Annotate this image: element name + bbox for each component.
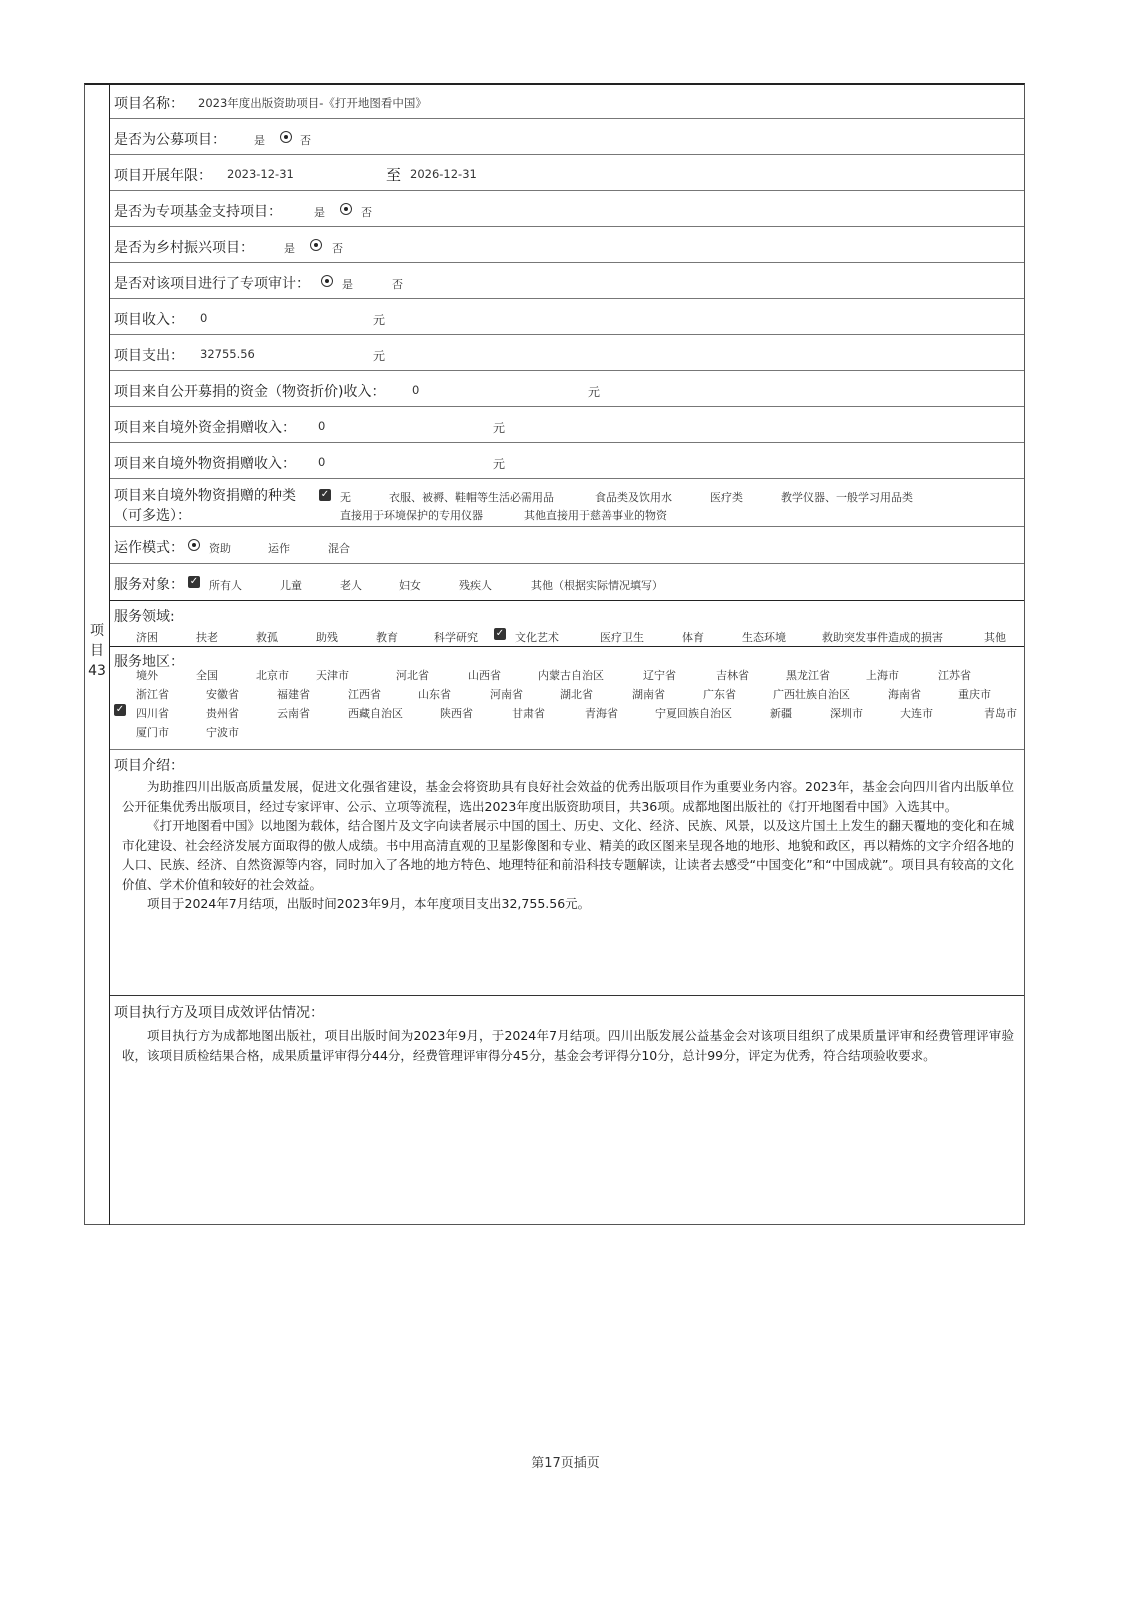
project-number-label: [84, 621, 110, 681]
goods-type-option[interactable]: 其他直接用于慈善事业的物资: [524, 509, 667, 522]
evaluation-text: 项目执行方为成都地图出版社，项目出版时间为2023年9月，于2024年7月结项。四川出版发展公益基金会对该项目组织了成果质量评审和经费管理评审验收，该项目质检结果合格，成果质量评审得分44分，经费管理评审得分45分，基金会考评得分10分，总计99分，评定为优秀，符合结项验收要求。: [122, 1028, 1014, 1063]
service-region-option[interactable]: 青海省: [585, 707, 618, 720]
foreign-goods-income-label: 项目来自境外物资捐赠收入：: [114, 456, 296, 472]
service-field-option[interactable]: 科学研究: [434, 631, 478, 644]
row-service-target: [110, 564, 1024, 601]
expense-label: 项目支出：: [114, 348, 184, 364]
foreign-fund-income-value: 0: [318, 419, 326, 433]
goods-type-option[interactable]: 直接用于环境保护的专用仪器: [340, 509, 483, 522]
service-region-option[interactable]: 甘肃省: [512, 707, 545, 720]
service-region-option[interactable]: 河南省: [490, 688, 523, 701]
introduction-paragraph: 为助推四川出版高质量发展，促进文化强省建设，基金会将资助具有良好社会效益的优秀出版项目作为重要业务内容。2023年，基金会向四川省内出版单位公开征集优秀出版项目，经过专家评审、公示、立项等流程，选出2023年度出版资助项目，共36项。成都地图出版社的《打开地图看中国》入选其中。: [122, 779, 1014, 814]
service-region-option[interactable]: 贵州省: [206, 707, 239, 720]
service-region-option[interactable]: 广东省: [703, 688, 736, 701]
public-donation-income-unit: 元: [588, 385, 601, 399]
row-special-fund: [110, 191, 1024, 227]
service-region-option[interactable]: 宁夏回族自治区: [655, 707, 732, 720]
service-region-option[interactable]: 吉林省: [716, 669, 749, 682]
service-target-label: 服务对象：: [114, 577, 184, 593]
checkbox-checked-icon[interactable]: ✓: [320, 489, 330, 500]
row-service-region: [110, 647, 1024, 750]
introduction-text: [122, 777, 1014, 914]
service-region-option[interactable]: 北京市: [256, 669, 289, 682]
period-to: 至: [386, 166, 402, 184]
foreign-goods-income-unit: 元: [493, 457, 506, 471]
service-region-option[interactable]: 山东省: [418, 688, 451, 701]
operation-mode-label: 运作模式：: [114, 540, 184, 556]
period-label: 项目开展年限：: [114, 168, 212, 184]
introduction-label: 项目介绍：: [114, 758, 184, 774]
introduction-paragraph: 项目于2024年7月结项，出版时间2023年9月，本年度项目支出32,755.56元。: [147, 896, 591, 911]
checkbox-checked-icon[interactable]: ✓: [189, 576, 199, 587]
service-region-option[interactable]: 上海市: [866, 669, 899, 682]
special-audit-no[interactable]: 否: [392, 278, 403, 291]
goods-type-option[interactable]: 教学仪器、一般学习用品类: [781, 491, 913, 504]
foreign-fund-income-unit: 元: [493, 421, 506, 435]
operation-mode-option[interactable]: 混合: [328, 542, 350, 555]
row-introduction: [110, 750, 1024, 996]
public-fundraising-label: 是否为公募项目：: [114, 132, 226, 148]
service-region-option[interactable]: 天津市: [316, 669, 349, 682]
service-region-option[interactable]: 江西省: [348, 688, 381, 701]
service-target-option[interactable]: 所有人: [209, 579, 242, 592]
service-region-option[interactable]: 山西省: [468, 669, 501, 682]
service-region-option[interactable]: 广西壮族自治区: [773, 688, 850, 701]
service-region-option[interactable]: 湖北省: [560, 688, 593, 701]
service-region-option[interactable]: 深圳市: [830, 707, 863, 720]
special-fund-yes[interactable]: 是: [314, 206, 325, 219]
period-start: 2023-12-31: [227, 167, 294, 181]
side-label-char-2: 目: [90, 643, 104, 659]
special-fund-no[interactable]: 否: [361, 206, 372, 219]
row-expense: [110, 335, 1024, 371]
service-region-option[interactable]: 境外: [136, 669, 158, 682]
side-label-char-1: 项: [90, 623, 104, 639]
row-special-audit: [110, 263, 1024, 299]
row-foreign-fund-income: [110, 407, 1024, 443]
service-field-option[interactable]: 生态环境: [742, 631, 786, 644]
service-region-label: 服务地区：: [114, 654, 184, 670]
public-fundraising-yes[interactable]: 是: [254, 134, 265, 147]
service-region-option[interactable]: 湖南省: [632, 688, 665, 701]
goods-type-option[interactable]: 无: [340, 491, 351, 504]
row-foreign-goods-income: [110, 443, 1024, 479]
period-end: 2026-12-31: [410, 167, 477, 181]
service-field-option[interactable]: 教育: [376, 631, 398, 644]
service-region-option[interactable]: 大连市: [900, 707, 933, 720]
income-label: 项目收入：: [114, 312, 184, 328]
service-field-option[interactable]: 扶老: [196, 631, 218, 644]
expense-unit: 元: [373, 349, 386, 363]
service-region-option[interactable]: 黑龙江省: [786, 669, 830, 682]
foreign-goods-types-label-2: （可多选）：: [114, 508, 191, 524]
service-region-option[interactable]: 陕西省: [440, 707, 473, 720]
operation-mode-option[interactable]: 运作: [268, 542, 290, 555]
introduction-paragraph: 《打开地图看中国》以地图为载体，结合图片及文字向读者展示中国的国土、历史、文化、经济、民族、风景，以及这片国土上发生的翻天覆地的变化和在城市化建设、社会经济发展方面取得的傲人成绩。书中用高清直观的卫星影像图和专业、精美的政区图来呈现各地的地形、地貌和政区，再以精炼的文字介绍各地的人口、民族、经济、自然资源等内容，同时加入了各地的地方特色、地理特征和前沿科技专题解读，让读者去感受“中国变化”和“中国成就”。项目具有较高的文化价值、学术价值和较好的社会效益。: [122, 818, 1014, 892]
service-field-option[interactable]: 救孤: [256, 631, 278, 644]
service-region-option[interactable]: 辽宁省: [643, 669, 676, 682]
expense-value: 32755.56: [200, 347, 255, 361]
row-service-field: [110, 601, 1024, 647]
service-region-option[interactable]: 安徽省: [206, 688, 239, 701]
row-project-name: [110, 83, 1024, 119]
service-target-option[interactable]: 其他（根据实际情况填写）: [531, 579, 663, 592]
service-region-option[interactable]: 四川省: [136, 707, 169, 720]
radio-selected-icon[interactable]: [280, 131, 292, 143]
project-number-column: [84, 83, 110, 1225]
service-field-option[interactable]: 救助突发事件造成的损害: [822, 631, 943, 644]
service-field-label: 服务领域:: [114, 609, 175, 625]
checkbox-checked-icon[interactable]: ✓: [115, 704, 125, 715]
service-field-option[interactable]: 其他: [984, 631, 1006, 644]
service-region-option[interactable]: 宁波市: [206, 726, 239, 739]
side-label-number: 43: [88, 663, 106, 679]
service-region-option[interactable]: 重庆市: [958, 688, 991, 701]
row-foreign-goods-types: [110, 479, 1024, 527]
service-target-option[interactable]: 残疾人: [459, 579, 492, 592]
service-region-option[interactable]: 厦门市: [136, 726, 169, 739]
service-region-option[interactable]: 全国: [196, 669, 218, 682]
service-region-option[interactable]: 江苏省: [938, 669, 971, 682]
rural-revitalization-no[interactable]: 否: [332, 242, 343, 255]
goods-type-option[interactable]: 食品类及饮用水: [595, 491, 672, 504]
service-target-option[interactable]: 儿童: [280, 579, 302, 592]
service-region-option[interactable]: 云南省: [277, 707, 310, 720]
project-name-value: 2023年度出版资助项目-《打开地图看中国》: [198, 96, 427, 110]
service-region-option[interactable]: 海南省: [888, 688, 921, 701]
special-audit-yes[interactable]: 是: [342, 278, 353, 291]
public-donation-income-value: 0: [412, 383, 420, 397]
row-rural-revitalization: [110, 227, 1024, 263]
operation-mode-option[interactable]: 资助: [209, 542, 231, 555]
row-public-fundraising: [110, 119, 1024, 155]
project-name-label: 项目名称：: [114, 96, 184, 112]
service-field-option[interactable]: 体育: [682, 631, 704, 644]
row-income: [110, 299, 1024, 335]
radio-selected-icon[interactable]: [188, 539, 200, 551]
radio-selected-icon[interactable]: [340, 203, 352, 215]
foreign-goods-types-label-1: 项目来自境外物资捐赠的种类: [114, 488, 296, 504]
public-donation-income-label: 项目来自公开募捐的资金（物资折价)收入：: [114, 384, 386, 400]
page-footer: 第17页插页: [531, 1456, 600, 1471]
row-public-donation-income: [110, 371, 1024, 407]
service-region-option[interactable]: 河北省: [396, 669, 429, 682]
service-target-option[interactable]: 老人: [340, 579, 362, 592]
checkbox-checked-icon[interactable]: ✓: [495, 628, 505, 639]
income-unit: 元: [373, 313, 386, 327]
service-field-option[interactable]: 文化艺术: [515, 631, 559, 644]
service-region-option[interactable]: 内蒙古自治区: [538, 669, 604, 682]
special-fund-label: 是否为专项基金支持项目：: [114, 204, 282, 220]
goods-type-option[interactable]: 衣服、被褥、鞋帽等生活必需用品: [389, 491, 554, 504]
evaluation-label: 项目执行方及项目成效评估情况：: [114, 1005, 324, 1021]
income-value: 0: [200, 311, 208, 325]
service-region-option[interactable]: 浙江省: [136, 688, 169, 701]
service-field-option[interactable]: 助残: [316, 631, 338, 644]
rural-revitalization-yes[interactable]: 是: [284, 242, 295, 255]
row-operation-mode: [110, 527, 1024, 564]
radio-selected-icon[interactable]: [310, 239, 322, 251]
service-region-option[interactable]: 新疆: [770, 707, 792, 720]
service-region-option[interactable]: 福建省: [277, 688, 310, 701]
row-period: [110, 155, 1024, 191]
radio-selected-icon[interactable]: [321, 275, 333, 287]
public-fundraising-no[interactable]: 否: [300, 134, 311, 147]
row-evaluation: [110, 996, 1024, 1223]
goods-type-option[interactable]: 医疗类: [710, 491, 743, 504]
service-field-option[interactable]: 医疗卫生: [600, 631, 644, 644]
foreign-goods-income-value: 0: [318, 455, 326, 469]
foreign-fund-income-label: 项目来自境外资金捐赠收入：: [114, 420, 296, 436]
rural-revitalization-label: 是否为乡村振兴项目：: [114, 240, 254, 256]
special-audit-label: 是否对该项目进行了专项审计：: [114, 276, 310, 292]
service-region-option[interactable]: 西藏自治区: [348, 707, 403, 720]
service-target-option[interactable]: 妇女: [399, 579, 421, 592]
service-field-option[interactable]: 济困: [136, 631, 158, 644]
service-region-option[interactable]: 青岛市: [984, 707, 1017, 720]
